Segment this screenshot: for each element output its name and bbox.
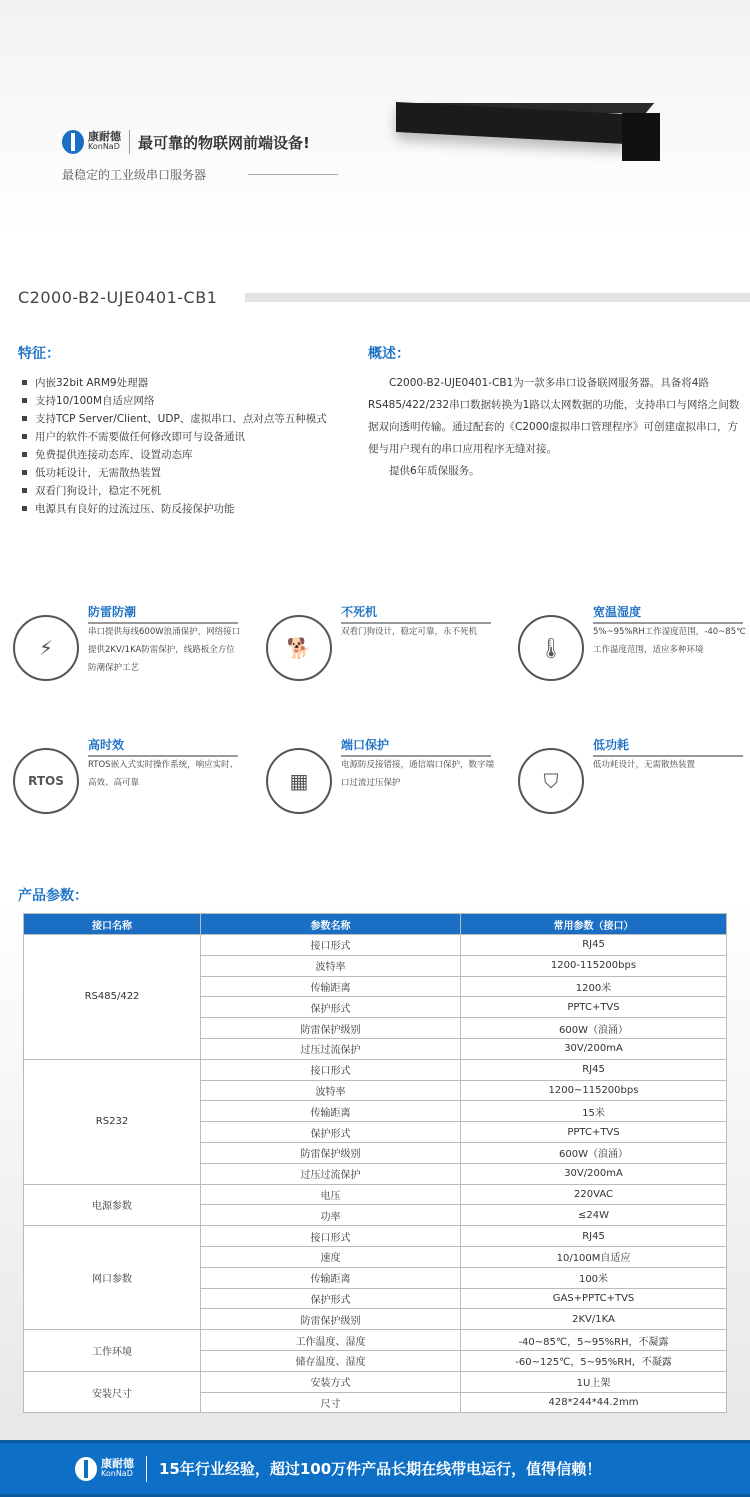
param-name-cell: 传输距离 (201, 1267, 461, 1288)
highlight-card (266, 605, 516, 705)
param-name-cell: 储存温度、湿度 (201, 1350, 461, 1371)
param-name-cell: 防雷保护级别 (201, 1018, 461, 1039)
param-value-cell: 1200-115200bps (461, 955, 727, 976)
highlight-card (266, 738, 516, 838)
param-value-cell: 600W（浪涌） (461, 1142, 727, 1163)
param-value-cell: 30V/200mA (461, 1163, 727, 1184)
column-header: 常用参数（接口） (461, 914, 727, 935)
overview-paragraph: C2000-B2-UJE0401-CB1为一款多串口设备联网服务器。具备将4路RS485/422/232串口数据转换为1路以太网数据的功能，支持串口与网络之间数据双向透明传输。通过配套的《C2000虚拟串口管理程序》可创建虚拟串口，方便与用户现有的串口应用程序无缝对接。 (368, 377, 740, 455)
feature-item: 支持TCP Server/Client、UDP、虚拟串口、点对点等五种模式 (22, 410, 352, 428)
param-value-cell: 10/100M自适应 (461, 1246, 727, 1267)
feature-item: 内嵌32bit ARM9处理器 (22, 374, 352, 392)
param-value-cell: 1200~115200bps (461, 1080, 727, 1101)
logo-icon (62, 130, 84, 154)
table-row (24, 1226, 727, 1247)
highlight-card (13, 738, 263, 838)
param-name-cell: 保护形式 (201, 1288, 461, 1309)
param-value-cell: GAS+PPTC+TVS (461, 1288, 727, 1309)
highlight-title: 低功耗 (593, 736, 743, 757)
features-title: 特征： (18, 346, 60, 362)
brand-cn: 康耐德 (88, 130, 121, 143)
param-value-cell: 1200米 (461, 976, 727, 997)
param-value-cell: RJ45 (461, 935, 727, 956)
param-value-cell: RJ45 (461, 1059, 727, 1080)
brand-en: KonNaD (88, 142, 120, 151)
feature-item: 低功耗设计，无需散热装置 (22, 464, 352, 482)
param-name-cell: 波特率 (201, 1080, 461, 1101)
param-name-cell: 工作温度、湿度 (201, 1330, 461, 1351)
param-name-cell: 接口形式 (201, 1226, 461, 1247)
param-name-cell: 防雷保护级别 (201, 1142, 461, 1163)
subtitle: 最稳定的工业级串口服务器 (62, 168, 207, 182)
param-value-cell: -60~125℃，5~95%RH，不凝露 (461, 1350, 727, 1371)
column-header: 参数名称 (201, 914, 461, 935)
param-value-cell: PPTC+TVS (461, 997, 727, 1018)
param-value-cell: 220VAC (461, 1184, 727, 1205)
footer-banner (0, 1440, 750, 1497)
group-name-cell: 电源参数 (24, 1184, 201, 1226)
param-value-cell: PPTC+TVS (461, 1122, 727, 1143)
logo-icon (75, 1457, 97, 1481)
highlight-card (13, 605, 263, 705)
param-value-cell: 15米 (461, 1101, 727, 1122)
param-name-cell: 过压过流保护 (201, 1038, 461, 1059)
param-value-cell: -40~85℃，5~95%RH，不凝露 (461, 1330, 727, 1351)
shield-icon: ⛉ (518, 748, 584, 814)
rtos-icon: RTOS (13, 748, 79, 814)
highlight-card (518, 738, 750, 838)
highlight-text: 低功耗设计，无需散热装置 (593, 760, 696, 770)
divider (129, 130, 130, 154)
highlight-card (518, 605, 750, 705)
highlight-text: 双看门狗设计，稳定可靠，永不死机 (341, 627, 478, 637)
param-name-cell: 传输距离 (201, 1101, 461, 1122)
param-value-cell: 30V/200mA (461, 1038, 727, 1059)
highlight-text: 串口提供每线600W浪涌保护，网络接口提供2KV/1KA防雷保护，线路板全方位防潮保护工艺 (88, 627, 241, 673)
highlight-text: 5%~95%RH工作湿度范围，-40~85℃工作温度范围，适应多种环境 (593, 627, 746, 655)
param-value-cell: 600W（浪涌） (461, 1018, 727, 1039)
column-header: 接口名称 (24, 914, 201, 935)
highlight-title: 宽温湿度 (593, 603, 743, 624)
watchdog-icon: 🐕 (266, 615, 332, 681)
group-name-cell: RS232 (24, 1059, 201, 1184)
overview-paragraph: 提供6年质保服务。 (389, 465, 480, 477)
param-name-cell: 防雷保护级别 (201, 1309, 461, 1330)
model-title: C2000-B2-UJE0401-CB1 (18, 288, 218, 307)
divider (248, 174, 338, 175)
feature-item: 双看门狗设计，稳定不死机 (22, 482, 352, 500)
table-row (24, 935, 727, 956)
params-table (23, 913, 727, 1413)
thermometer-icon: 🌡 (518, 615, 584, 681)
port-icon: ▦ (266, 748, 332, 814)
param-value-cell: ≤24W (461, 1205, 727, 1226)
param-value-cell: 428*244*44.2mm (461, 1392, 727, 1413)
footer-slogan: 15年行业经验，超过100万件产品长期在线带电运行，值得信赖！ (159, 1460, 602, 1478)
group-name-cell: RS485/422 (24, 935, 201, 1060)
highlight-title: 防雷防潮 (88, 603, 238, 624)
param-name-cell: 功率 (201, 1205, 461, 1226)
param-name-cell: 过压过流保护 (201, 1163, 461, 1184)
highlight-title: 端口保护 (341, 736, 491, 757)
feature-item: 免费提供连接动态库、设置动态库 (22, 446, 352, 464)
param-name-cell: 电压 (201, 1184, 461, 1205)
param-name-cell: 接口形式 (201, 1059, 461, 1080)
param-value-cell: 1U上架 (461, 1371, 727, 1392)
overview-text (368, 372, 740, 482)
param-name-cell: 传输距离 (201, 976, 461, 997)
device-image-ear (622, 113, 660, 161)
feature-item: 支持10/100M自适应网络 (22, 392, 352, 410)
group-name-cell: 安装尺寸 (24, 1371, 201, 1413)
overview-title: 概述： (368, 346, 410, 362)
table-row (24, 1330, 727, 1351)
param-name-cell: 尺寸 (201, 1392, 461, 1413)
param-name-cell: 接口形式 (201, 935, 461, 956)
table-row (24, 1184, 727, 1205)
feature-item: 用户的软件不需要做任何修改即可与设备通讯 (22, 428, 352, 446)
lightning-icon: ⚡ (13, 615, 79, 681)
param-name-cell: 保护形式 (201, 997, 461, 1018)
divider (146, 1456, 147, 1482)
param-value-cell: RJ45 (461, 1226, 727, 1247)
highlight-text: 电源防反接错接，通信端口保护，数字端口过流过压保护 (341, 760, 495, 788)
param-name-cell: 保护形式 (201, 1122, 461, 1143)
param-name-cell: 安装方式 (201, 1371, 461, 1392)
param-name-cell: 波特率 (201, 955, 461, 976)
table-header-row (24, 914, 727, 935)
feature-item: 电源具有良好的过流过压、防反接保护功能 (22, 500, 352, 518)
brand-logo (62, 130, 310, 154)
features-list (22, 374, 352, 518)
table-row (24, 1059, 727, 1080)
param-value-cell: 2KV/1KA (461, 1309, 727, 1330)
highlight-title: 不死机 (341, 603, 491, 624)
group-name-cell: 网口参数 (24, 1226, 201, 1330)
slogan: 最可靠的物联网前端设备! (138, 133, 310, 152)
group-name-cell: 工作环境 (24, 1330, 201, 1372)
brand-en: KonNaD (101, 1468, 133, 1478)
title-bar (245, 293, 750, 302)
params-title: 产品参数： (18, 888, 88, 904)
param-name-cell: 速度 (201, 1246, 461, 1267)
highlight-text: RTOS嵌入式实时操作系统，响应实时、高效、高可靠 (88, 760, 239, 788)
table-row (24, 1371, 727, 1392)
brand-cn: 康耐德 (101, 1456, 134, 1470)
param-value-cell: 100米 (461, 1267, 727, 1288)
highlight-title: 高时效 (88, 736, 238, 757)
